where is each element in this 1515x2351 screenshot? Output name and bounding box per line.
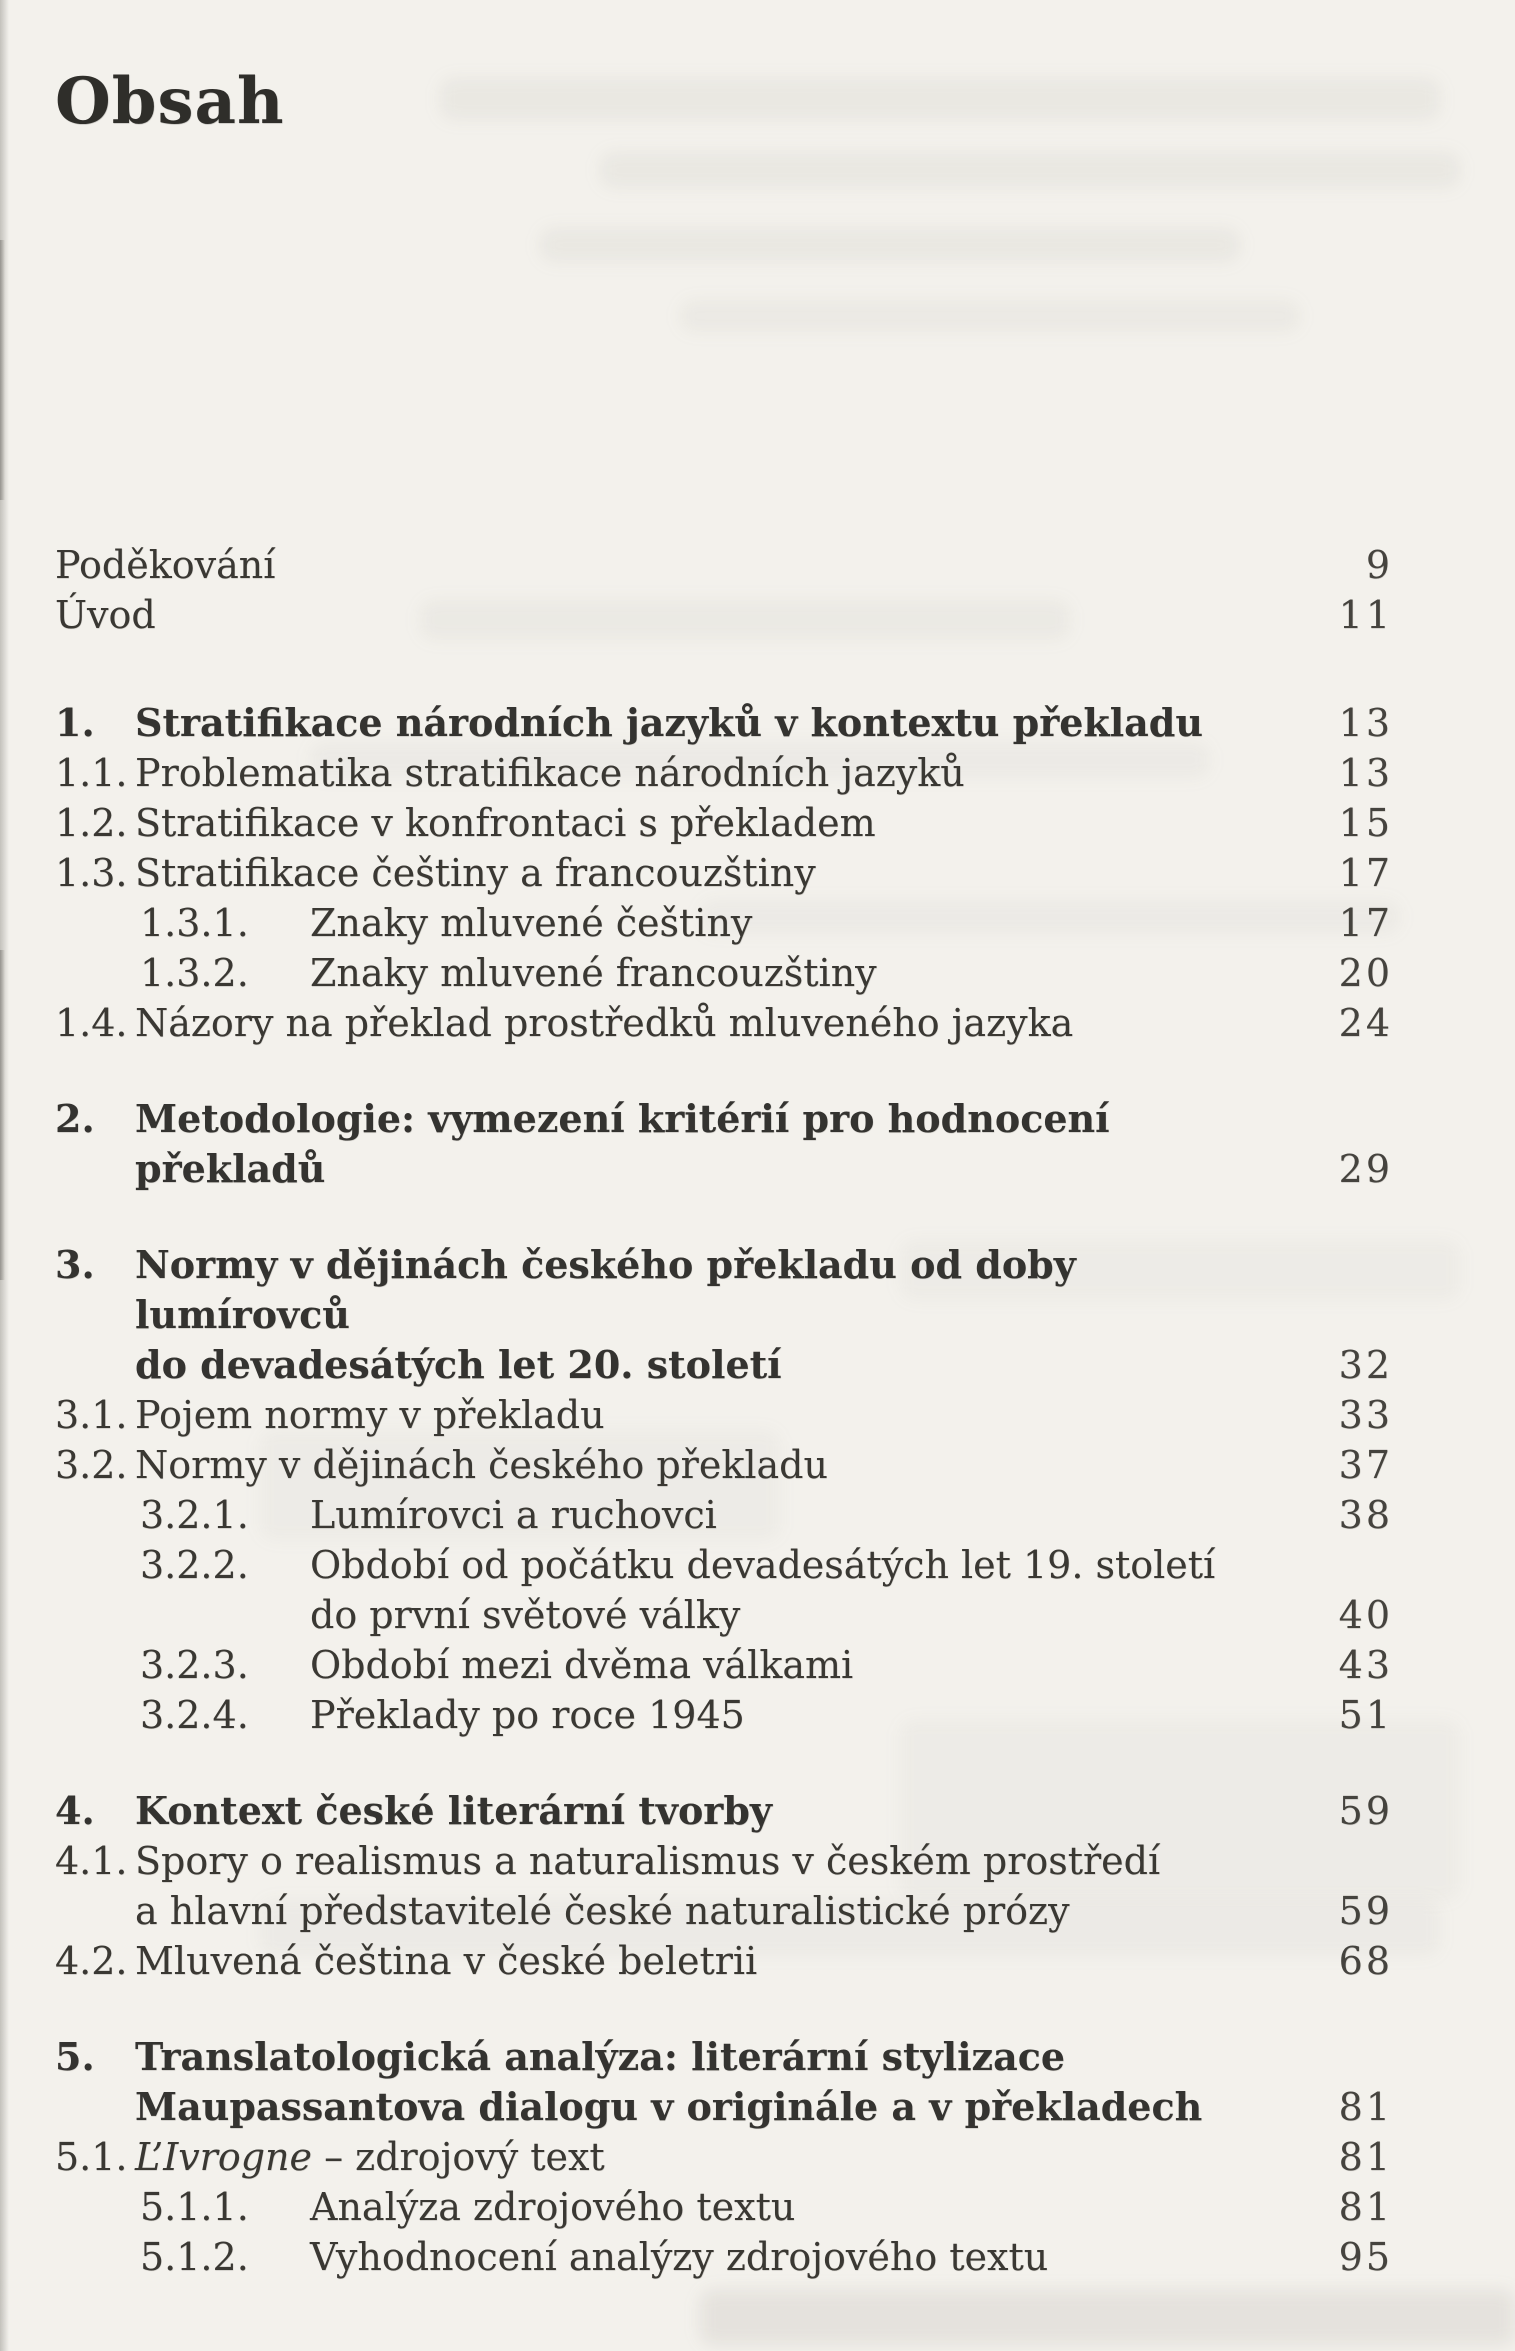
toc-entry-text: Překlady po roce 1945 [310,1693,745,1737]
toc-row [55,1094,1393,1194]
toc-entry-number: 5.1.2. [140,2235,249,2279]
toc-entry-page: 24 [1338,1001,1393,1045]
toc-entry-text: Kontext české literární tvorby [135,1788,772,1833]
toc-row [55,2132,1393,2182]
toc-row [55,590,1393,640]
toc-entry-page: 11 [1338,593,1393,637]
toc-entry-number: 1.3.1. [140,901,249,945]
toc-entry-page: 81 [1338,2135,1393,2179]
toc-row [55,1936,1393,1986]
toc-entry-text: Vyhodnocení analýzy zdrojového textu [310,2235,1049,2279]
toc-entry-page: 33 [1338,1393,1393,1437]
toc-entry-text: Problematika stratifikace národních jazyků [135,751,965,795]
toc-entry-number: 1.3.2. [140,951,249,995]
toc-row [55,540,1393,590]
toc-entry-text: Spory o realismus a naturalismus v českém prostředí a hlavní představitelé české naturalistické prózy [135,1839,1161,1933]
toc-entry-number: 3.2. [55,1443,128,1487]
toc-entry-text: Názory na překlad prostředků mluveného jazyka [135,1001,1074,1045]
toc-entry-page: 13 [1338,751,1393,795]
toc-row [55,1540,1393,1640]
toc-row [55,1690,1393,1740]
page-title: Obsah [55,64,285,139]
toc-entry-number: 3.2.4. [140,1693,249,1737]
toc-entry-number: 3.2.3. [140,1643,249,1687]
toc-entry-text: Období od počátku devadesátých let 19. století do první světové války [310,1543,1216,1637]
toc-entry-page: 15 [1338,801,1393,845]
toc-entry-number: 4. [55,1788,95,1833]
toc-entry-page: 59 [1338,1789,1393,1833]
toc-entry-text: Mluvená čeština v české beletrii [135,1939,758,1983]
toc-entry-number: 5.1.1. [140,2185,249,2229]
toc-entry-page: 37 [1338,1443,1393,1487]
toc-row [55,1390,1393,1440]
toc-entry-text: Stratifikace češtiny a francouzštiny [135,851,816,895]
toc-row [55,848,1393,898]
toc-entry-text: Lumírovci a ruchovci [310,1493,717,1537]
toc-entry-text: Poděkování [55,543,276,587]
toc-entry-page: 68 [1338,1939,1393,1983]
toc-entry-number: 1.4. [55,1001,128,1045]
toc-entry-page: 9 [1365,543,1393,587]
toc-row [55,948,1393,998]
toc-row [55,1440,1393,1490]
toc-entry-text: Normy v dějinách českého překladu [135,1443,828,1487]
toc-row [55,1240,1393,1390]
toc-entry-text: Stratifikace národních jazyků v kontextu překladu [135,700,1203,745]
toc-entry-page: 17 [1338,851,1393,895]
toc-entry-text: Znaky mluvené češtiny [310,901,753,945]
toc-entry-text: Znaky mluvené francouzštiny [310,951,877,995]
toc-row [55,2032,1393,2132]
toc-entry-number: 3.1. [55,1393,128,1437]
toc-entry-number: 1.1. [55,751,128,795]
toc-entry-page: 43 [1338,1643,1393,1687]
toc-entry-number: 5.1. [55,2135,128,2179]
toc-row [55,1490,1393,1540]
toc-row [55,2232,1393,2282]
toc-entry-number: 3.2.2. [140,1543,249,1587]
toc-entry-number: 1.2. [55,801,128,845]
toc-entry-page: 81 [1338,2085,1393,2129]
toc-entry-page: 13 [1338,701,1393,745]
toc-entry-number: 4.2. [55,1939,128,1983]
toc-row [55,2182,1393,2232]
toc-row [55,698,1393,748]
toc-row [55,1640,1393,1690]
toc-entry-text: L’Ivrogne – zdrojový text [135,2135,605,2179]
toc-entry-text: Metodologie: vymezení kritérií pro hodnocení překladů [135,1096,1110,1191]
toc-entry-page: 59 [1338,1889,1393,1933]
toc-entry-page: 20 [1338,951,1393,995]
toc-entry-number: 1. [55,700,95,745]
toc-row [55,1786,1393,1836]
toc-entry-page: 81 [1338,2185,1393,2229]
toc-row [55,998,1393,1048]
toc-entry-number: 3.2.1. [140,1493,249,1537]
toc-row [55,798,1393,848]
toc-entry-text: Stratifikace v konfrontaci s překladem [135,801,876,845]
toc-entry-number: 3. [55,1242,95,1287]
toc-entry-page: 38 [1338,1493,1393,1537]
toc-entry-text: Úvod [55,593,156,637]
toc-entry-number: 2. [55,1096,95,1141]
toc-entry-page: 17 [1338,901,1393,945]
toc-entry-text: Normy v dějinách českého překladu od doby lumírovců do devadesátých let 20. století [135,1242,1076,1387]
toc-entry-number: 5. [55,2034,95,2079]
toc-entry-number: 4.1. [55,1839,128,1883]
toc-entry-work-title: L’Ivrogne [135,2135,313,2179]
toc-entry-page: 51 [1338,1693,1393,1737]
toc-row [55,1836,1393,1936]
toc-entry-page: 32 [1338,1343,1393,1387]
toc-entry-text: Analýza zdrojového textu [310,2185,796,2229]
toc-row [55,748,1393,798]
toc-entry-text: Období mezi dvěma válkami [310,1643,854,1687]
toc-entry-text: Translatologická analýza: literární stylizace Maupassantova dialogu v originále a v překladech [135,2034,1203,2129]
toc-entry-text: Pojem normy v překladu [135,1393,605,1437]
toc-row [55,898,1393,948]
toc-entry-page: 95 [1338,2235,1393,2279]
toc-entry-page: 40 [1338,1593,1393,1637]
toc-entry-page: 29 [1338,1147,1393,1191]
table-of-contents [55,540,1393,2282]
toc-entry-number: 1.3. [55,851,128,895]
